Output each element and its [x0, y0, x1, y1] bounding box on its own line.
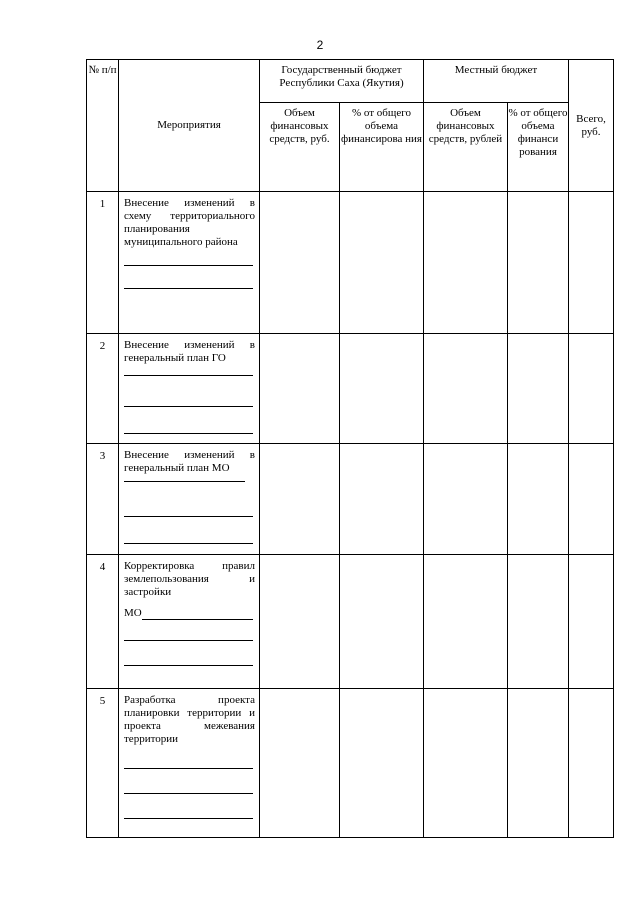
- row-event: [119, 444, 260, 555]
- blank-line: [124, 624, 253, 641]
- blank-line: [124, 500, 253, 517]
- local-percent-cell: [508, 192, 569, 334]
- header-local-volume: Объем финансовых средств, рублей: [424, 103, 508, 192]
- mo-line: [124, 607, 255, 620]
- row-event: [119, 689, 260, 838]
- row-event-text: Внесение изменений в генеральный план ГО: [124, 339, 255, 364]
- state-volume-cell: [260, 555, 340, 689]
- row-event-text: Внесение изменений в генеральный план МО: [124, 449, 255, 474]
- header-state-volume: Объем финансовых средств, руб.: [260, 103, 340, 192]
- header-state-budget: Государственный бюджет Республики Саха (Якутия): [260, 60, 424, 103]
- state-percent-cell: [340, 444, 424, 555]
- local-volume-cell: [424, 555, 508, 689]
- total-cell: [569, 555, 614, 689]
- row-event: [119, 334, 260, 444]
- header-event: Мероприятия: [119, 60, 260, 192]
- header-total: Всего, руб.: [569, 60, 614, 192]
- row-event-text: Разработка проекта планировки территории и проекта межевания территории: [124, 694, 255, 745]
- blank-line: [124, 390, 253, 407]
- row-event: [119, 555, 260, 689]
- state-volume-cell: [260, 334, 340, 444]
- local-volume-cell: [424, 689, 508, 838]
- local-percent-cell: [508, 334, 569, 444]
- state-percent-cell: [340, 334, 424, 444]
- table-row: [87, 689, 614, 838]
- row-number: 3: [87, 444, 119, 555]
- total-cell: [569, 689, 614, 838]
- local-volume-cell: [424, 192, 508, 334]
- header-local-budget: Местный бюджет: [424, 60, 569, 103]
- state-percent-cell: [340, 689, 424, 838]
- blank-line: [124, 777, 253, 794]
- total-cell: [569, 444, 614, 555]
- state-volume-cell: [260, 689, 340, 838]
- row-number: 2: [87, 334, 119, 444]
- local-percent-cell: [508, 444, 569, 555]
- state-volume-cell: [260, 192, 340, 334]
- table-row: [87, 192, 614, 334]
- row-event: [119, 192, 260, 334]
- table-row: [87, 444, 614, 555]
- blank-line: [124, 249, 253, 266]
- row-event-text: Корректировка правил землепользования и застройки: [124, 560, 255, 598]
- header-state-percent: % от общего объема финансирова ния: [340, 103, 424, 192]
- mo-label: МО: [124, 607, 142, 619]
- blank-line: [124, 752, 253, 769]
- table-row: [87, 555, 614, 689]
- table-row: [87, 334, 614, 444]
- budget-table: [86, 59, 614, 838]
- local-volume-cell: [424, 334, 508, 444]
- blank-line: [124, 475, 245, 482]
- header-local-percent: % от общего объема финанси рования: [508, 103, 569, 192]
- page-number: 2: [316, 38, 324, 52]
- header-num: № п/п: [87, 60, 119, 192]
- local-percent-cell: [508, 689, 569, 838]
- blank-line: [124, 527, 253, 544]
- row-number: 4: [87, 555, 119, 689]
- state-volume-cell: [260, 444, 340, 555]
- blank-line: [124, 802, 253, 819]
- state-percent-cell: [340, 555, 424, 689]
- blank-line: [142, 609, 253, 620]
- local-percent-cell: [508, 555, 569, 689]
- blank-line: [124, 417, 253, 434]
- header-row-top: [87, 60, 614, 103]
- local-volume-cell: [424, 444, 508, 555]
- total-cell: [569, 334, 614, 444]
- row-event-text: Внесение изменений в схему территориального планирования муниципального района: [124, 197, 255, 248]
- row-number: 1: [87, 192, 119, 334]
- state-percent-cell: [340, 192, 424, 334]
- blank-line: [124, 365, 253, 376]
- total-cell: [569, 192, 614, 334]
- blank-line: [124, 649, 253, 666]
- row-number: 5: [87, 689, 119, 838]
- blank-line: [124, 272, 253, 289]
